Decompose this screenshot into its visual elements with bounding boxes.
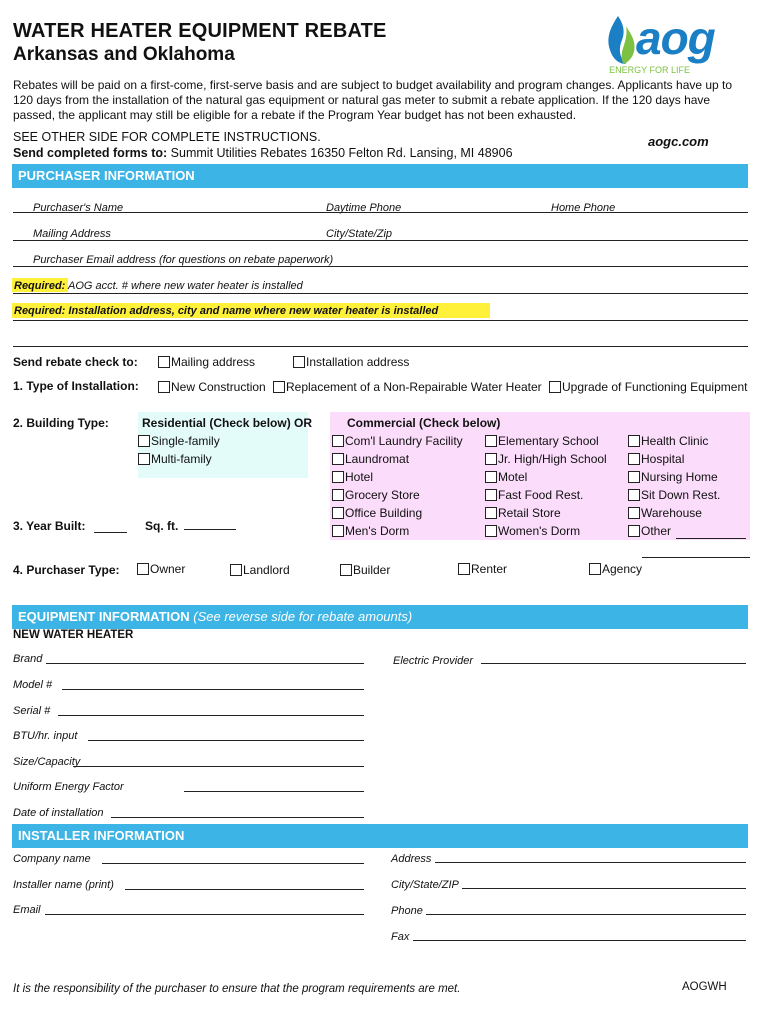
install-upgrade[interactable]: Upgrade of Functioning Equipment bbox=[549, 380, 747, 394]
intro-text: Rebates will be paid on a first-come, first-serve basis and are subject to budget availability and program changes. Applicants have up to 120 days from the installation of the natural gas equipment or natural gas meter to submit a rebate application. If the 120 days have passed, the applicant may still be eligible for a rebate if the Program Year budget has not been exhausted. bbox=[13, 78, 733, 122]
checkbox[interactable] bbox=[628, 471, 640, 483]
model-line[interactable] bbox=[62, 689, 364, 690]
checkbox[interactable] bbox=[628, 525, 640, 537]
installer-name-label: Installer name (print) bbox=[13, 879, 114, 891]
checkbox[interactable] bbox=[485, 435, 497, 447]
installer-city-label: City/State/ZIP bbox=[391, 879, 459, 891]
checkbox[interactable] bbox=[137, 563, 149, 575]
install-date-line[interactable] bbox=[111, 817, 364, 818]
logo-tagline: ENERGY FOR LIFE bbox=[609, 65, 690, 75]
brand-line[interactable] bbox=[46, 663, 364, 664]
install-replacement[interactable]: Replacement of a Non-Repairable Water Heater bbox=[273, 380, 542, 394]
commercial-option[interactable]: Hotel bbox=[332, 470, 373, 484]
commercial-option[interactable]: Men's Dorm bbox=[332, 524, 409, 538]
see-other-side: SEE OTHER SIDE FOR COMPLETE INSTRUCTIONS. bbox=[13, 130, 321, 144]
footer-note: It is the responsibility of the purchaser to ensure that the program requirements are met. bbox=[13, 983, 461, 995]
electric-provider-label: Electric Provider bbox=[393, 655, 474, 667]
new-water-heater-heading: NEW WATER HEATER bbox=[13, 629, 134, 641]
form-title: WATER HEATER EQUIPMENT REBATE bbox=[13, 20, 387, 42]
commercial-option[interactable]: Jr. High/High School bbox=[485, 452, 607, 466]
multi-family-option[interactable]: Multi-family bbox=[138, 452, 212, 466]
brand-label: Brand bbox=[13, 653, 43, 665]
checkbox[interactable] bbox=[340, 564, 352, 576]
install-date-label: Date of installation bbox=[13, 807, 104, 819]
city-state-zip-label: City/State/Zip bbox=[326, 228, 393, 240]
commercial-option[interactable]: Other bbox=[628, 524, 671, 538]
checkbox[interactable] bbox=[485, 525, 497, 537]
purchaser-name-label: Purchaser's Name bbox=[33, 202, 124, 214]
commercial-heading: Commercial (Check below) bbox=[347, 416, 501, 430]
company-line[interactable] bbox=[102, 863, 364, 864]
equipment-section-header: EQUIPMENT INFORMATION (See reverse side for rebate amounts) bbox=[12, 605, 748, 629]
checkbox[interactable] bbox=[485, 489, 497, 501]
checkbox[interactable] bbox=[628, 507, 640, 519]
aog-logo bbox=[600, 10, 740, 78]
uef-line[interactable] bbox=[184, 791, 364, 792]
installer-section-header: INSTALLER INFORMATION bbox=[12, 824, 748, 848]
mailing-address-label: Mailing Address bbox=[33, 228, 111, 240]
installation-address-line-2[interactable] bbox=[13, 346, 748, 347]
website-link[interactable]: aogc.com bbox=[648, 134, 709, 149]
other-specify-line[interactable] bbox=[676, 538, 746, 539]
form-subtitle: Arkansas and Oklahoma bbox=[13, 44, 235, 65]
checkbox[interactable] bbox=[332, 471, 344, 483]
checkbox[interactable] bbox=[273, 381, 285, 393]
installation-address-line[interactable] bbox=[13, 320, 748, 321]
ptype-landlord[interactable]: Landlord bbox=[230, 563, 290, 577]
home-phone-label: Home Phone bbox=[551, 202, 616, 214]
installer-phone-label: Phone bbox=[391, 905, 423, 917]
install-new-construction[interactable]: New Construction bbox=[158, 380, 266, 394]
checkbox[interactable] bbox=[332, 435, 344, 447]
uef-label: Uniform Energy Factor bbox=[13, 781, 124, 793]
checkbox[interactable] bbox=[332, 525, 344, 537]
send-forms-line bbox=[13, 146, 513, 160]
purchaser-section-header: PURCHASER INFORMATION bbox=[12, 164, 748, 188]
account-required-label: Required: AOG acct. # where new water heater is installed bbox=[14, 280, 303, 292]
send-address: Summit Utilities Rebates 16350 Felton Rd. Lansing, MI 48906 bbox=[170, 146, 513, 160]
checkbox[interactable] bbox=[138, 453, 150, 465]
commercial-option[interactable]: Com'l Laundry Facility bbox=[332, 434, 463, 448]
single-family-option[interactable]: Single-family bbox=[138, 434, 220, 448]
ptype-renter[interactable]: Renter bbox=[458, 562, 507, 576]
checkbox[interactable] bbox=[138, 435, 150, 447]
checkbox[interactable] bbox=[332, 507, 344, 519]
checkbox[interactable] bbox=[332, 453, 344, 465]
ptype-owner[interactable]: Owner bbox=[137, 562, 185, 576]
installation-required-label: Required: Installation address, city and name where new water heater is installed bbox=[14, 305, 439, 317]
installer-phone-line[interactable] bbox=[426, 914, 746, 915]
commercial-option[interactable]: Nursing Home bbox=[628, 470, 718, 484]
residential-heading: Residential (Check below) OR bbox=[142, 416, 313, 430]
commercial-option[interactable]: Fast Food Rest. bbox=[485, 488, 583, 502]
commercial-option[interactable]: Women's Dorm bbox=[485, 524, 580, 538]
model-label: Model # bbox=[13, 679, 53, 691]
year-built-label: 3. Year Built: bbox=[13, 519, 86, 533]
logo-wordmark: aog bbox=[636, 12, 715, 64]
installer-email-line[interactable] bbox=[45, 914, 364, 915]
size-line[interactable] bbox=[73, 766, 364, 767]
form-code: AOGWH bbox=[682, 981, 727, 993]
btu-label: BTU/hr. input bbox=[13, 730, 78, 742]
electric-provider-line[interactable] bbox=[481, 663, 746, 664]
sqft-line[interactable] bbox=[184, 529, 236, 530]
checkbox[interactable] bbox=[485, 507, 497, 519]
company-label: Company name bbox=[13, 853, 91, 865]
checkbox[interactable] bbox=[230, 564, 242, 576]
installer-address-label: Address bbox=[391, 853, 432, 865]
installer-fax-line[interactable] bbox=[413, 940, 746, 941]
send-check-label: Send rebate check to: bbox=[13, 355, 138, 369]
purchaser-type-label: 4. Purchaser Type: bbox=[13, 563, 120, 577]
commercial-option[interactable]: Elementary School bbox=[485, 434, 599, 448]
ptype-agency[interactable]: Agency bbox=[589, 562, 642, 576]
serial-label: Serial # bbox=[13, 705, 51, 717]
checkbox[interactable] bbox=[158, 356, 170, 368]
building-type-label: 2. Building Type: bbox=[13, 416, 109, 430]
account-number-line[interactable] bbox=[13, 293, 748, 294]
commercial-option[interactable]: Office Building bbox=[332, 506, 422, 520]
serial-line[interactable] bbox=[58, 715, 364, 716]
purchaser-email-label: Purchaser Email address (for questions on rebate paperwork) bbox=[33, 254, 334, 266]
daytime-phone-label: Daytime Phone bbox=[326, 202, 402, 214]
checkbox[interactable] bbox=[485, 453, 497, 465]
installer-city-line[interactable] bbox=[462, 888, 746, 889]
commercial-option[interactable]: Warehouse bbox=[628, 506, 702, 520]
size-label: Size/Capacity bbox=[13, 756, 81, 768]
checkbox[interactable] bbox=[628, 453, 640, 465]
checkbox[interactable] bbox=[458, 563, 470, 575]
checkbox[interactable] bbox=[549, 381, 561, 393]
checkbox[interactable] bbox=[485, 471, 497, 483]
mailing-address-line[interactable] bbox=[13, 240, 748, 241]
commercial-option[interactable]: Retail Store bbox=[485, 506, 561, 520]
checkbox[interactable] bbox=[158, 381, 170, 393]
installer-name-line[interactable] bbox=[125, 889, 364, 890]
install-type-label: 1. Type of Installation: bbox=[13, 379, 139, 393]
commercial-option[interactable]: Grocery Store bbox=[332, 488, 420, 502]
installer-email-label: Email bbox=[13, 904, 41, 916]
send-label: Send completed forms to: bbox=[13, 146, 168, 160]
email-line[interactable] bbox=[13, 266, 748, 267]
checkbox[interactable] bbox=[589, 563, 601, 575]
sqft-label: Sq. ft. bbox=[145, 519, 179, 533]
other-specify-line-2[interactable] bbox=[642, 557, 750, 558]
installer-address-line[interactable] bbox=[435, 862, 746, 863]
commercial-option[interactable]: Hospital bbox=[628, 452, 684, 466]
send-installation-option[interactable]: Installation address bbox=[293, 355, 409, 369]
commercial-option[interactable]: Laundromat bbox=[332, 452, 409, 466]
checkbox[interactable] bbox=[628, 435, 640, 447]
commercial-option[interactable]: Health Clinic bbox=[628, 434, 708, 448]
checkbox[interactable] bbox=[293, 356, 305, 368]
btu-line[interactable] bbox=[88, 740, 364, 741]
send-mailing-option[interactable]: Mailing address bbox=[158, 355, 255, 369]
commercial-option[interactable]: Sit Down Rest. bbox=[628, 488, 720, 502]
ptype-builder[interactable]: Builder bbox=[340, 563, 390, 577]
installer-fax-label: Fax bbox=[391, 931, 410, 943]
checkbox[interactable] bbox=[332, 489, 344, 501]
year-built-line[interactable] bbox=[94, 532, 127, 533]
checkbox[interactable] bbox=[628, 489, 640, 501]
commercial-option[interactable]: Motel bbox=[485, 470, 527, 484]
